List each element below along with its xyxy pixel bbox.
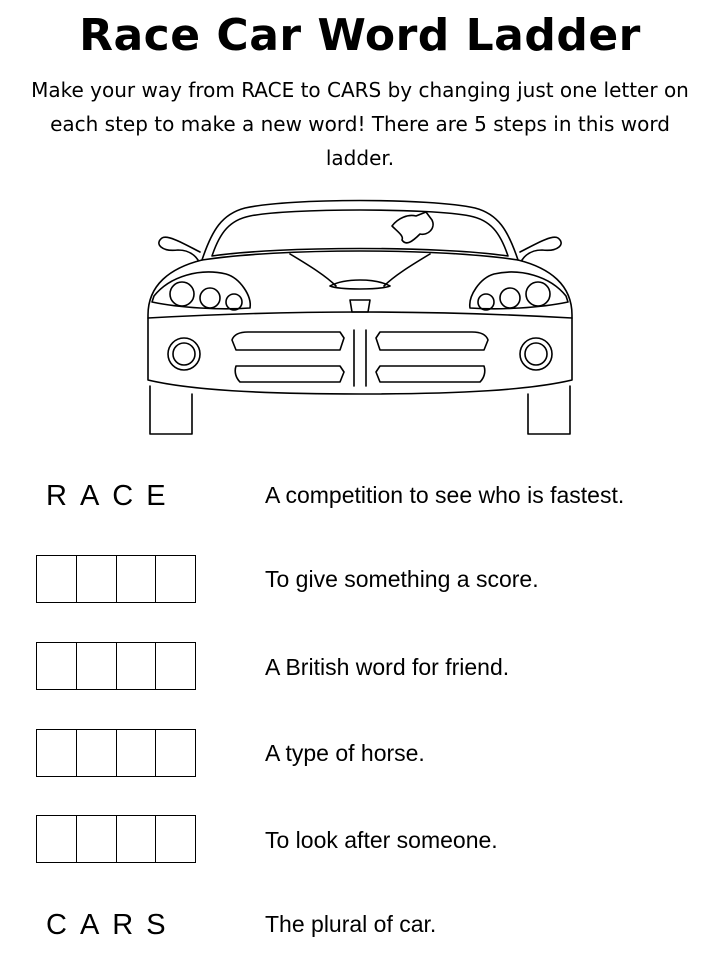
clue-1: A competition to see who is fastest. [265,482,625,508]
letter-box[interactable] [77,556,117,602]
start-word: RACE [46,480,179,512]
grille-upper-left [232,332,344,350]
right-wheel [528,386,570,434]
letter-box[interactable] [156,643,195,689]
letter-box[interactable] [37,556,77,602]
letter-box[interactable] [37,816,77,862]
right-headlight-lamp [478,294,494,310]
grille-upper-right [376,332,488,350]
clue-3: A British word for friend. [265,654,510,680]
left-wheel [150,386,192,434]
left-fog-light-inner [173,343,195,365]
body-crease [148,312,572,318]
instructions: Make your way from RACE to CARS by changing just one letter on each step to make a new word! There are 5 steps in this word ladder. [31,78,689,170]
answer-row-3[interactable] [36,729,196,777]
grille-lower-right [376,366,485,382]
answer-row-4[interactable] [36,815,196,863]
end-word: CARS [46,909,179,941]
letter-box[interactable] [77,816,117,862]
letter-box[interactable] [37,643,77,689]
letter-box[interactable] [156,556,195,602]
answer-row-1[interactable] [36,555,196,603]
hood-line-right [384,254,430,286]
right-mirror [520,237,561,260]
letter-box[interactable] [37,730,77,776]
left-headlight-lamp [170,282,194,306]
hood-line-left [290,254,336,286]
page-title: Race Car Word Ladder [79,10,641,61]
left-mirror [159,237,200,260]
right-headlight-lamp [526,282,550,306]
clue-6: The plural of car. [265,911,437,937]
letter-box[interactable] [117,816,157,862]
left-headlight-lamp [226,294,242,310]
letter-box[interactable] [117,556,157,602]
right-fog-light-inner [525,343,547,365]
clue-5: To look after someone. [265,827,498,853]
car-badge [350,300,370,312]
letter-box[interactable] [77,643,117,689]
right-headlight-lamp [500,288,520,308]
letter-box[interactable] [156,816,195,862]
letter-box[interactable] [156,730,195,776]
letter-box[interactable] [77,730,117,776]
answer-row-2[interactable] [36,642,196,690]
race-car-illustration [140,190,580,440]
grille-lower-left [235,366,344,382]
windscreen-decal [392,212,433,243]
letter-box[interactable] [117,643,157,689]
clue-4: A type of horse. [265,740,425,766]
left-headlight-lamp [200,288,220,308]
letter-box[interactable] [117,730,157,776]
hood-scoop [330,280,390,289]
windscreen [212,210,508,256]
clue-2: To give something a score. [265,566,539,592]
